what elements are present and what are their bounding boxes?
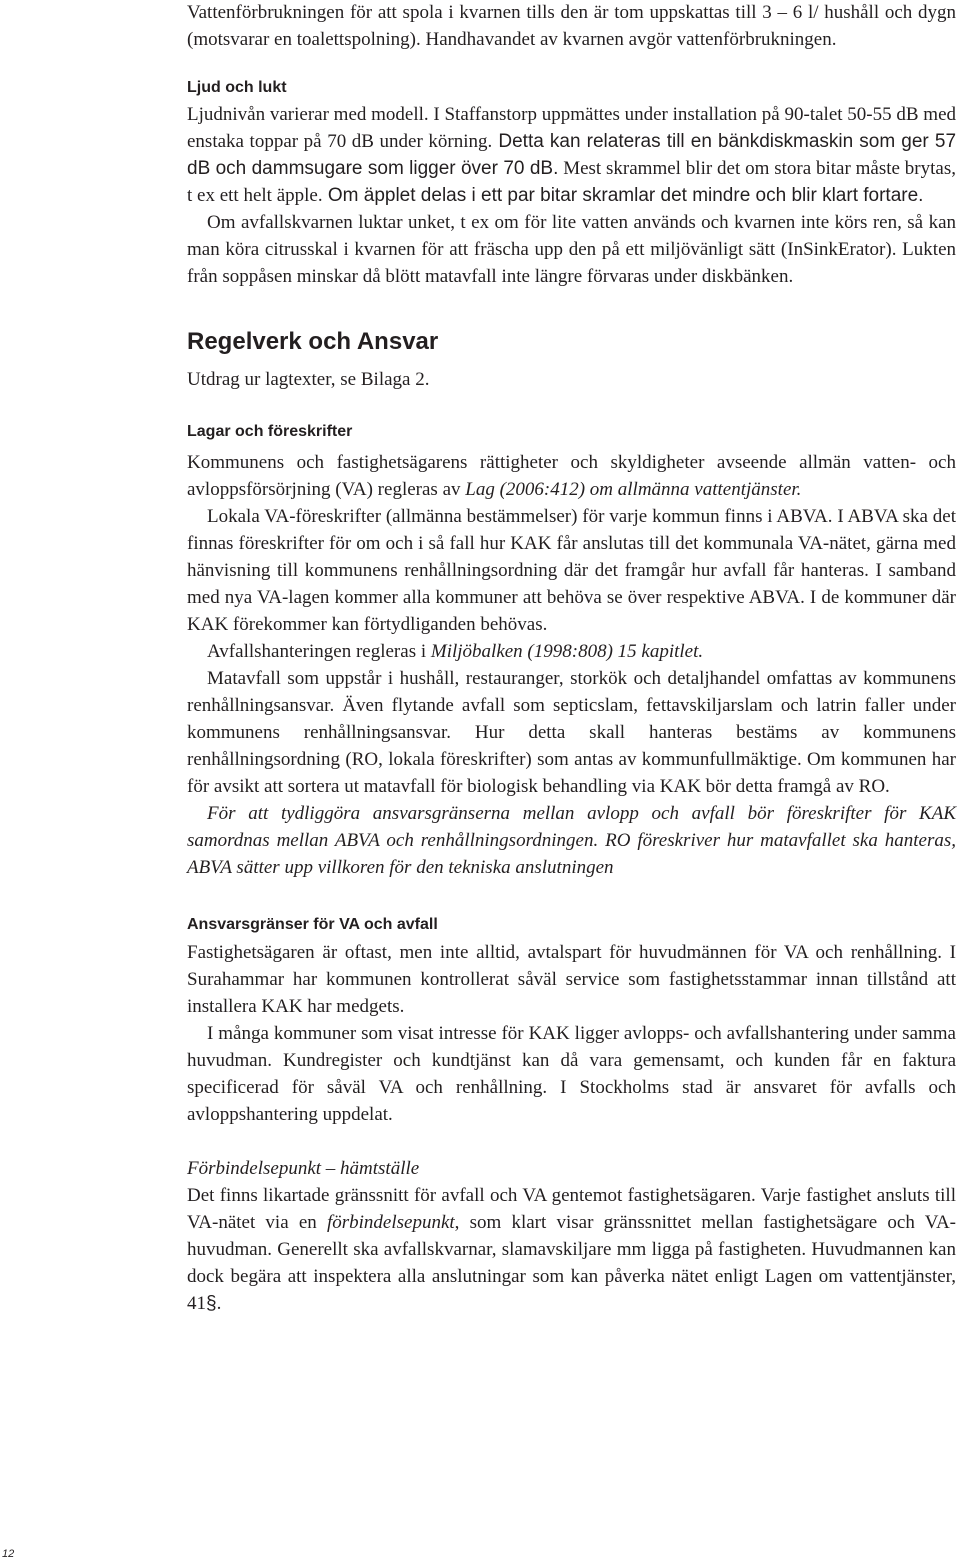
paragraph-symbol: § [206, 1293, 217, 1314]
lagar-text-3: Avfallshanteringen regleras i [207, 641, 431, 662]
sound-text-b: Detta kan relateras till en bänkdiskmaskin som ger 57 dB och dammsugare som ligger över 70 dB. [187, 131, 957, 179]
water-paragraph: Vattenförbrukningen för att spola i kvarnen tills den är tom uppskattas till 3 – 6 l/ hushåll och dygn (motsvarar en toalettspolning). Handhavandet av kvarnen avgör vattenförbrukningen. [187, 2, 956, 50]
sound-heading: Ljud och lukt [187, 79, 287, 96]
lagar-paragraph-5: För att tydliggöra ansvarsgränserna mellan avlopp och avfall bör föreskrifter för KAK samordnas mellan ABVA och renhållningsordningen. RO föreskriver hur matavfallet ska hanteras, ABVA sätter upp villkoren för den tekniska anslutningen [187, 803, 956, 878]
forbindelse-paragraph [187, 1182, 956, 1317]
sound-text-a: Ljudnivån varierar med modell. I Staffanstorp uppmättes under installation på 90-talet 50-55 dB med enstaka toppar på 70 dB under körning. [187, 104, 956, 152]
forbindelse-heading: Förbindelsepunkt – hämtställe [187, 1158, 420, 1179]
regelverk-subtitle: Utdrag ur lagtexter, se Bilaga 2. [187, 369, 430, 390]
ansvar-heading: Ansvarsgränser för VA och avfall [187, 916, 438, 933]
forbindelse-text-b: , som klart visar gränssnittet mellan fastighetsägare och VA-huvudman. Generellt ska avfallskvarnar, slamavskiljare mm ligga på fastigheten. Huvudmannen kan dock begära att inspektera alla anslutningar som kan påverka nätet enligt Lagen om vattentjänster, 41 [187, 1212, 957, 1314]
sound-text-d: Om äpplet delas i ett par bitar skramlar det mindre och blir klart fortare. [322, 185, 924, 206]
lagar-paragraph-2: Lokala VA-föreskrifter (allmänna bestämmelser) för varje kommun finns i ABVA. I ABVA ska det finnas föreskrifter för om och i så fall hur KAK får anslutas till det kommunala VA-nätet, gärna med hänvisning till kommunens renhållningsordning där det framgår hur avfall får hanteras. I samband med nya VA-lagen kommer alla kommuner att behöva se över respektive ABVA. I de kommuner där KAK förekommer kan förtydliganden behövas. [187, 506, 956, 635]
page-number: 12 [2, 1548, 15, 1560]
forbindelse-term: förbindelsepunkt [326, 1212, 455, 1233]
ansvar-paragraph-1: Fastighetsägaren är oftast, men inte alltid, avtalspart för huvudmännen för VA och renhållning. I Surahammar har kommunen kontrollerat såväl service som fastighetsstammar innan tillstånd att installera KAK har medgets. [187, 942, 956, 1017]
lagar-paragraph-1 [187, 449, 956, 503]
forbindelse-end: . [216, 1293, 222, 1314]
law-reference-vatten: Lag (2006:412) om allmänna vattentjänster. [465, 479, 802, 500]
sound-text-c: Mest skrammel blir det om stora bitar måste brytas, t ex ett helt äpple. [187, 158, 956, 206]
page-body [187, 0, 956, 1317]
lagar-text-1: Kommunens och fastighetsägarens rättigheter och skyldigheter avseende allmän vatten- och avloppsförsörjning (VA) regleras av [187, 452, 956, 500]
regelverk-title: Regelverk och Ansvar [187, 328, 439, 355]
law-reference-miljo: Miljöbalken (1998:808) 15 kapitlet. [430, 641, 704, 662]
smell-paragraph: Om avfallskvarnen luktar unket, t ex om för lite vatten används och kvarnen inte körs ren, så kan man köra citrusskal i kvarnen för att fräscha upp den på ett miljövänligt sätt (InSinkErator). Lukten från soppåsen minskar då blött matavfall inte längre förvaras under diskbänken. [187, 212, 956, 287]
ansvar-paragraph-2: I många kommuner som visat intresse för KAK ligger avlopps- och avfallshantering under samma huvudman. Kundregister och kundtjänst kan då vara gemensamt, och kunden får en faktura specificerad för såväl VA och renhållning. I Stockholms stad är ansvaret för avfalls och avloppshantering uppdelat. [187, 1023, 956, 1125]
lagar-paragraph-3 [187, 638, 956, 665]
lagar-paragraph-4: Matavfall som uppstår i hushåll, restauranger, storkök och detaljhandel omfattas av kommunens renhållningsansvar. Även flytande avfall som septicslam, fettavskiljarslam och latrin faller under kommunens renhållningsansvar. Hur detta skall hanteras bestäms av kommunens renhållningsordning (RO, lokala föreskrifter) som antas av kommunfullmäktige. Om kommunen har för avsikt att sortera ut matavfall för biologisk behandling via KAK bör detta framgå av RO. [187, 668, 956, 797]
lagar-heading: Lagar och föreskrifter [187, 423, 353, 440]
forbindelse-text-a: Det finns likartade gränssnitt för avfall och VA gentemot fastighetsägaren. Varje fastighet ansluts till VA-nätet via en [187, 1185, 956, 1233]
sound-paragraph [187, 101, 956, 209]
